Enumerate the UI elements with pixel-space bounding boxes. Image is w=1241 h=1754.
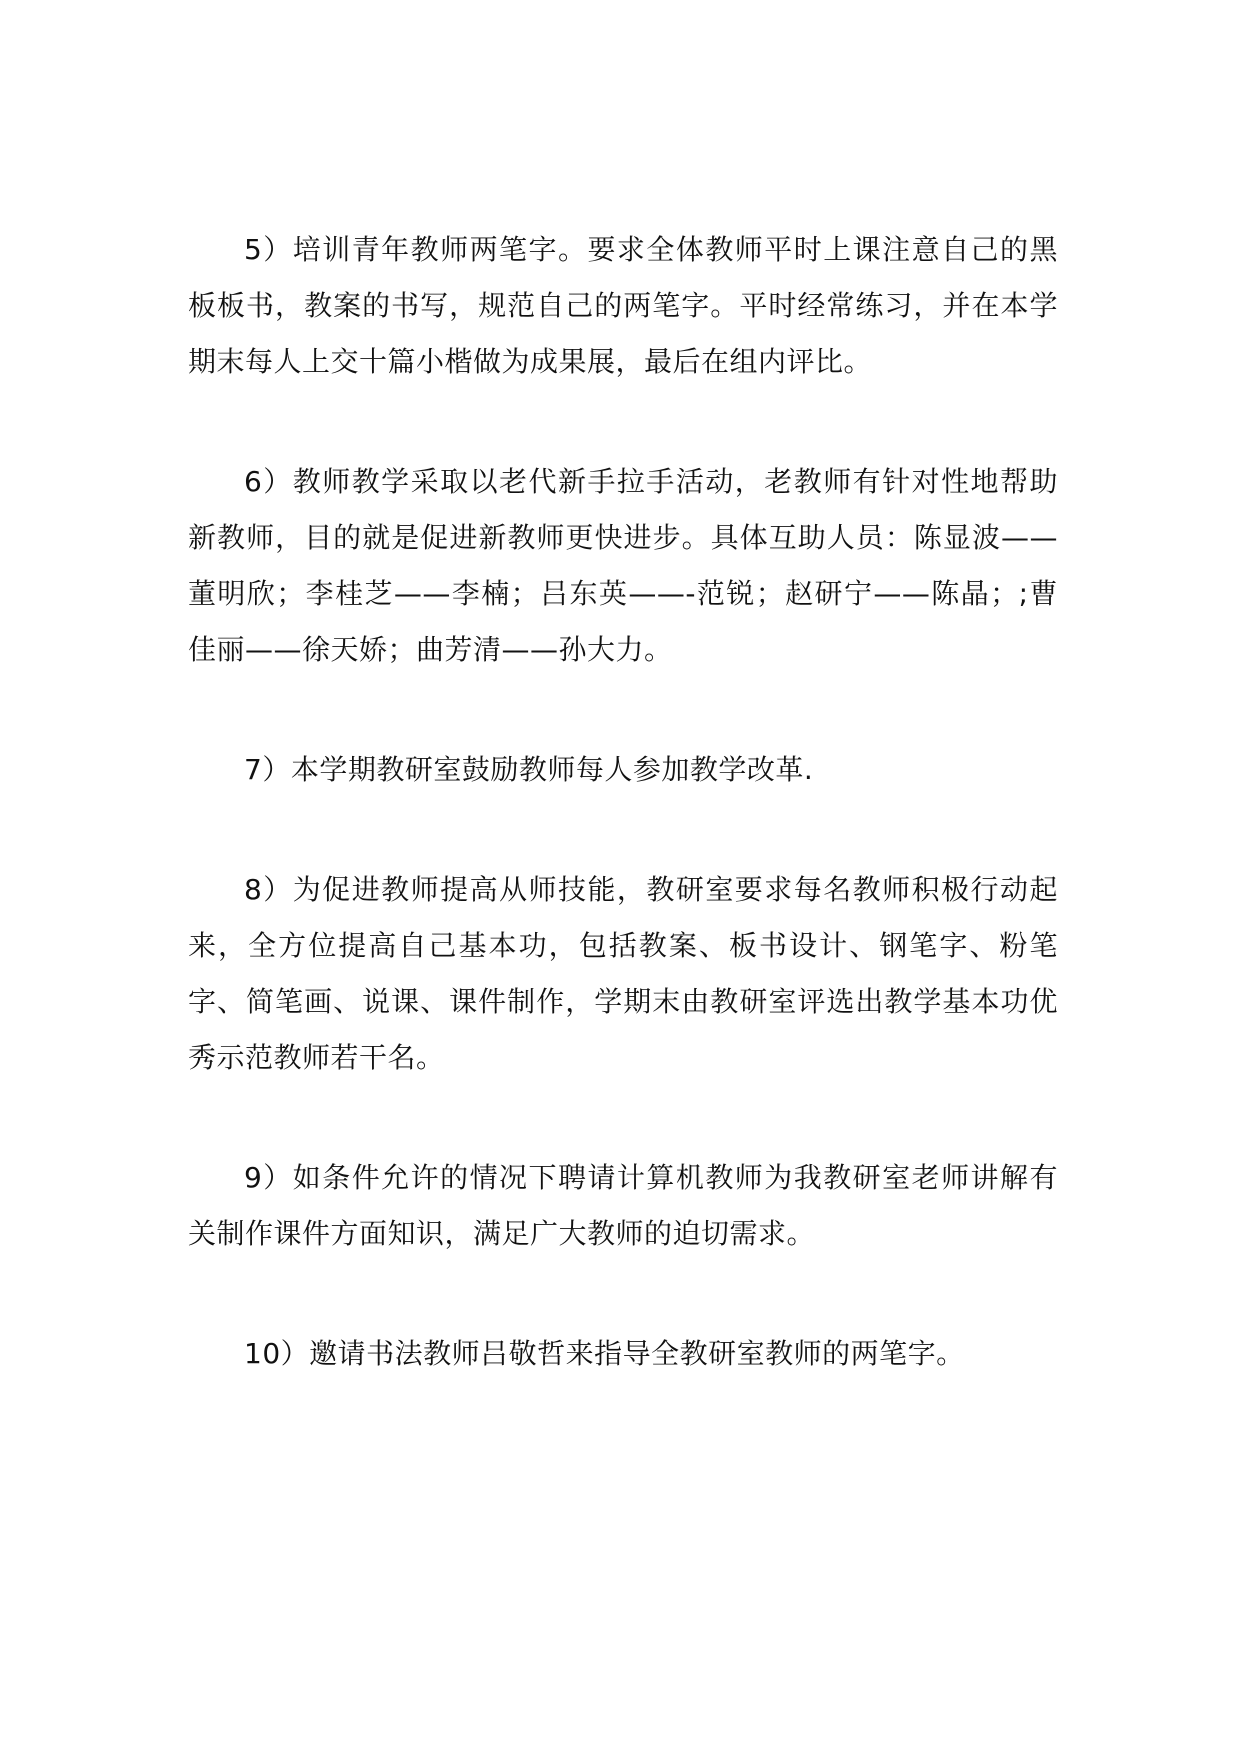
paragraph-item-5: 5）培训青年教师两笔字。要求全体教师平时上课注意自己的黑板板书，教案的书写，规范自己的两笔字。平时经常练习，并在本学期末每人上交十篇小楷做为成果展，最后在组内评比。 bbox=[188, 233, 1058, 378]
paragraph-item-6: 6）教师教学采取以老代新手拉手活动，老教师有针对性地帮助新教师，目的就是促进新教师更快进步。具体互助人员：陈显波——董明欣；李桂芝——李楠；吕东英——-范锐；赵研宁——陈晶；;曹佳丽——徐天娇；曲芳清——孙大力。 bbox=[188, 465, 1058, 666]
paragraph-spacer bbox=[188, 1086, 1058, 1150]
paragraph-spacer bbox=[188, 1262, 1058, 1326]
paragraph-spacer bbox=[188, 390, 1058, 454]
paragraph-item-8: 8）为促进教师提高从师技能，教研室要求每名教师积极行动起来，全方位提高自己基本功，包括教案、板书设计、钢笔字、粉笔字、简笔画、说课、课件制作，学期末由教研室评选出教学基本功优秀示范教师若干名。 bbox=[188, 873, 1058, 1074]
paragraph-item-10: 10）邀请书法教师吕敬哲来指导全教研室教师的两笔字。 bbox=[244, 1337, 965, 1370]
paragraph-spacer bbox=[188, 678, 1058, 742]
paragraph-spacer bbox=[188, 798, 1058, 862]
paragraph-item-7: 7）本学期教研室鼓励教师每人参加教学改革. bbox=[244, 753, 814, 786]
document-body bbox=[188, 222, 1058, 1382]
paragraph-item-9: 9）如条件允许的情况下聘请计算机教师为我教研室老师讲解有关制作课件方面知识，满足广大教师的迫切需求。 bbox=[188, 1161, 1058, 1250]
